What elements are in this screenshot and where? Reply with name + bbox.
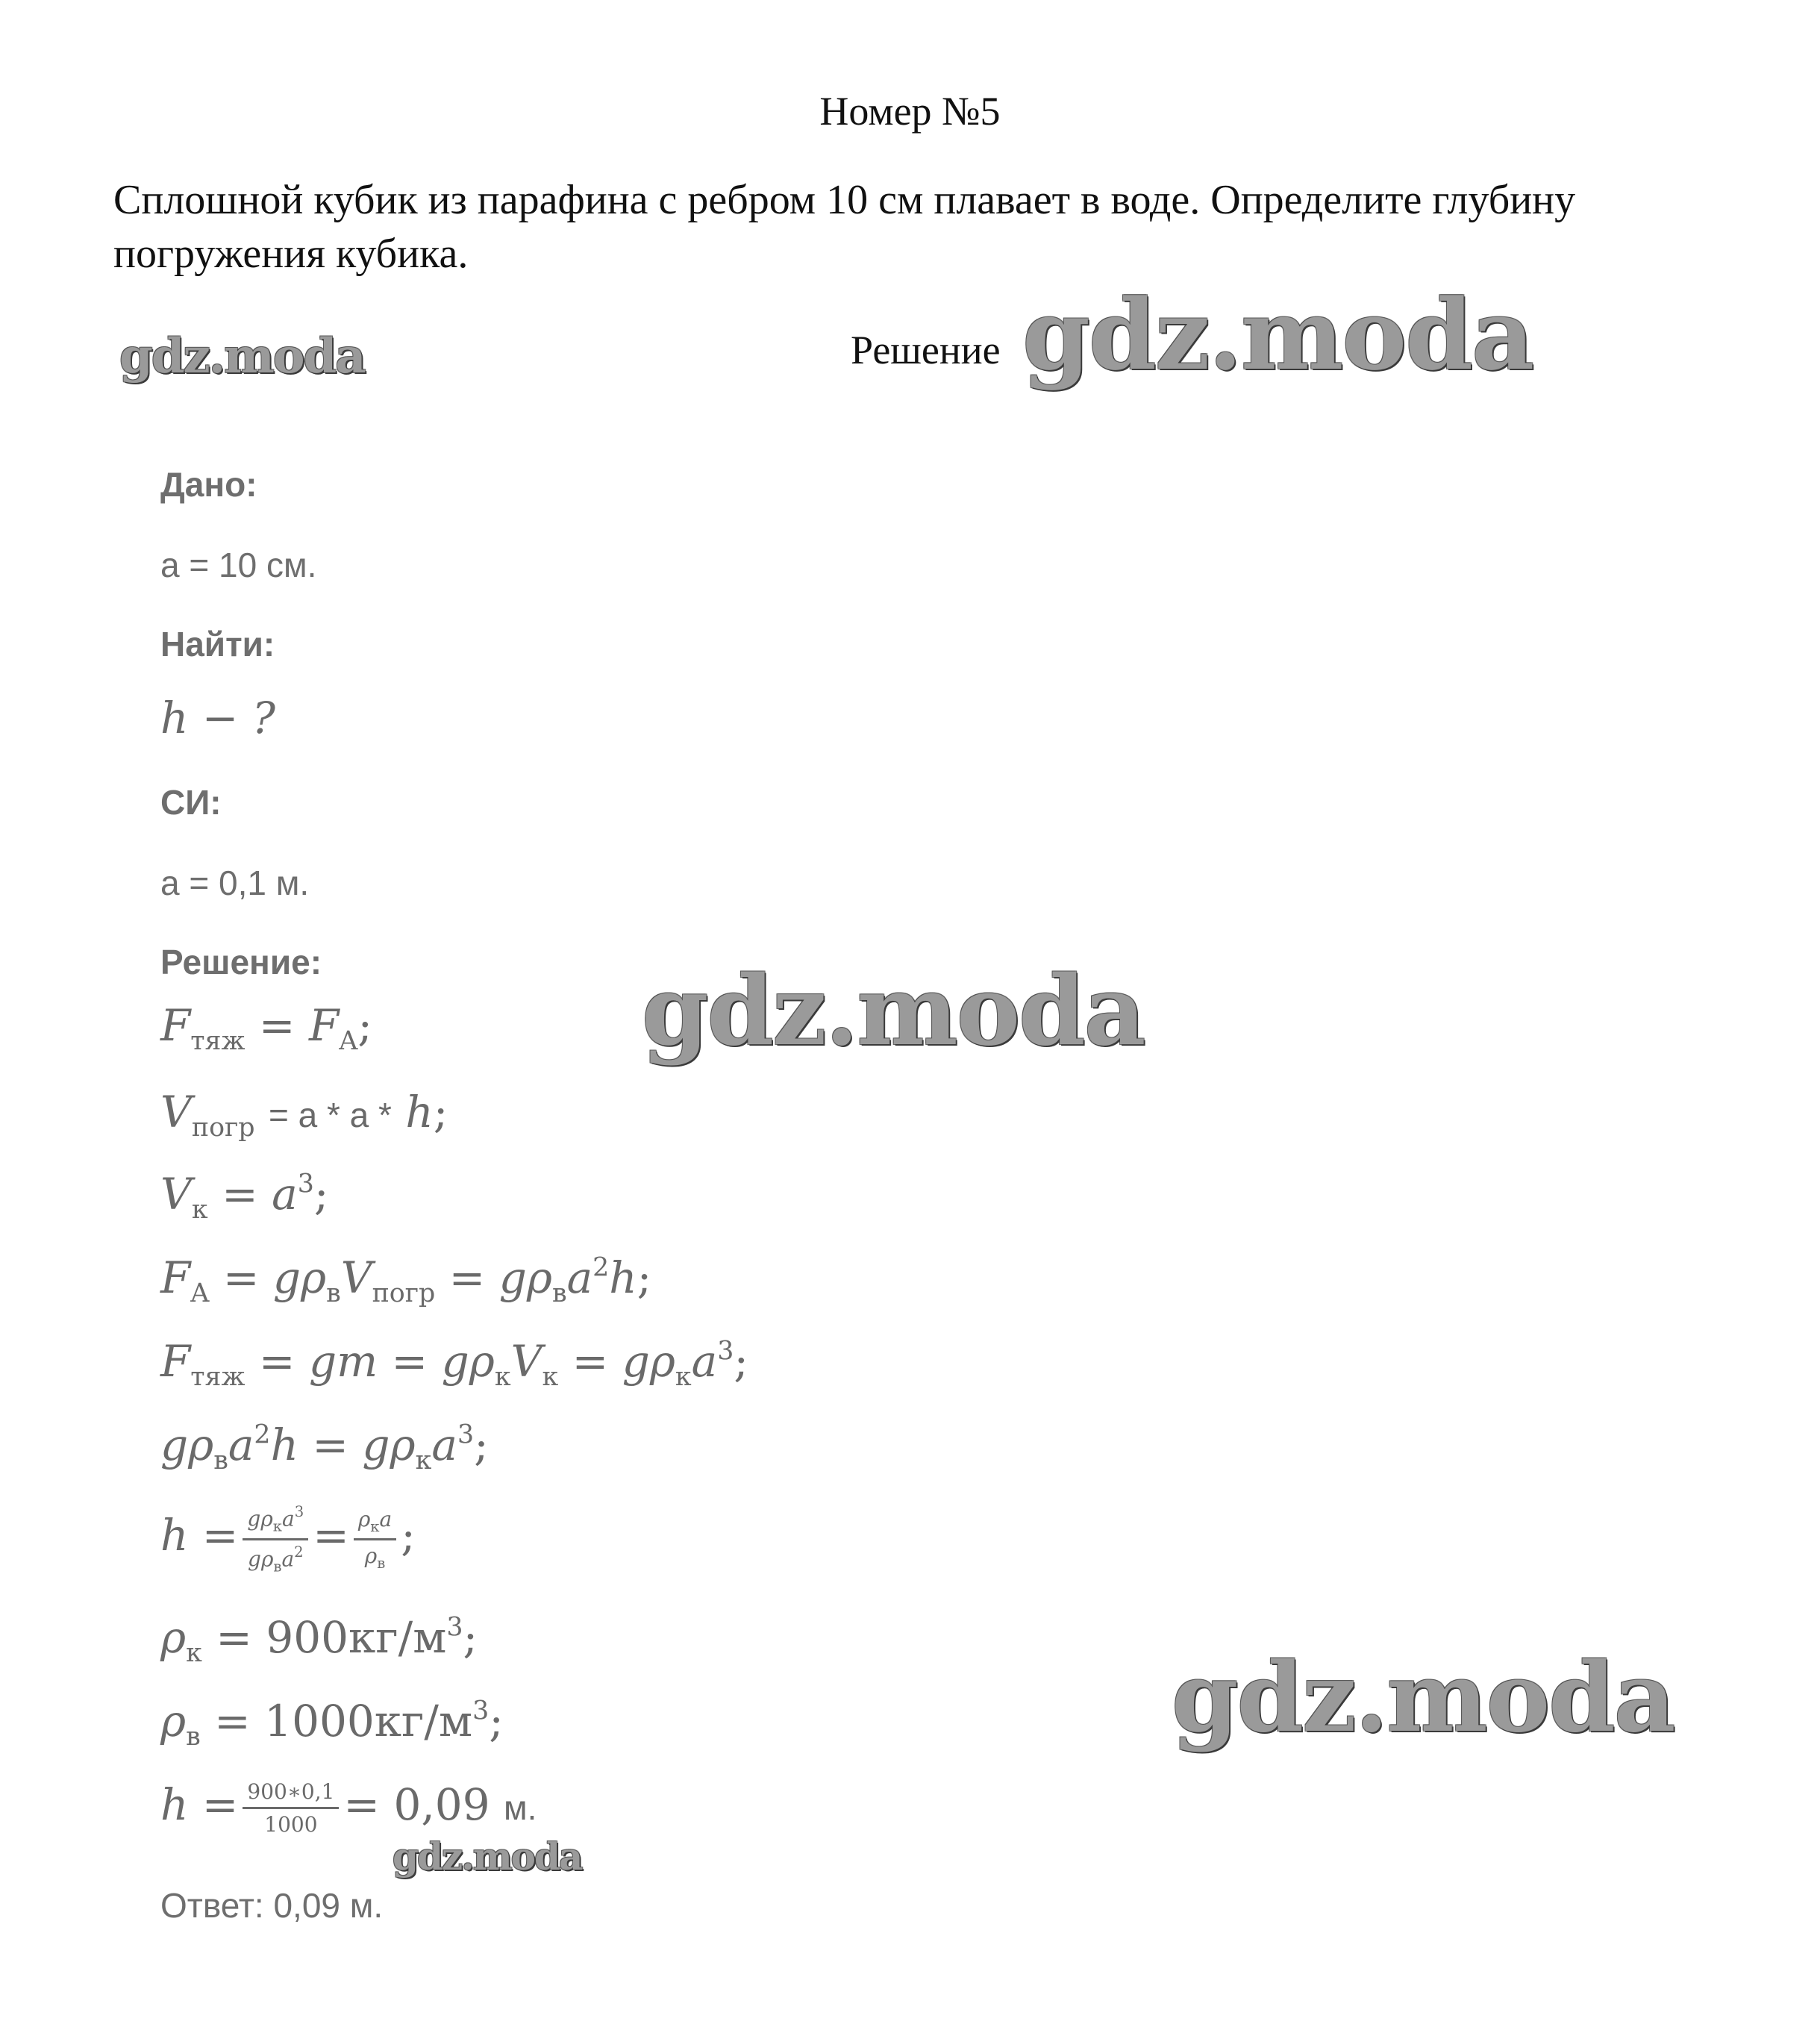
problem-statement: Сплошной кубик из парафина с ребром 10 см плавает в воде. Определите глубину погружения кубика. xyxy=(113,177,1576,277)
equation-paraffin-density: $\rho_к = 900кг/м^3$; xyxy=(160,1612,478,1669)
watermark-large-bottom: gdz.moda xyxy=(1172,1642,1674,1754)
equation-forces: $F_{тяж} = F_A$; xyxy=(160,1000,372,1057)
solution-heading: Решение xyxy=(851,328,1001,372)
answer: Ответ: 0,09 м. xyxy=(160,1886,384,1925)
given-label: Дано: xyxy=(160,465,257,504)
watermark-small-left: gdz.moda xyxy=(119,328,365,384)
given-value: a = 10 см. xyxy=(160,546,317,584)
watermark-large-middle: gdz.moda xyxy=(642,955,1145,1067)
si-label: СИ: xyxy=(160,783,222,822)
page-title: Номер №5 xyxy=(819,89,1001,134)
equation-depth-formula: h = $\frac{g\rho_кa^3}{g\rho_вa^2}$ = $\frac{\rho_кa}{\rho_в}$ ; xyxy=(160,1503,416,1576)
find-value xyxy=(160,693,275,743)
equation-gravity: $F_{тяж}$ = gm = $g\rho_кV_к = g\rho_кa^3$; xyxy=(160,1336,748,1393)
equation-result: h = $\frac{900∗0,1}{1000}$ = 0,09 м. xyxy=(160,1779,537,1838)
solution-label: Решение: xyxy=(160,943,322,981)
equation-balance: $g\rho_вa^2h = g\rho_кa^3$; xyxy=(160,1420,489,1476)
si-value: a = 0,1 м. xyxy=(160,864,310,902)
equation-submerged-volume: $V_{погр} = a * a * h$; xyxy=(160,1087,448,1143)
watermark-large-top: gdz.moda xyxy=(1022,278,1533,392)
watermark-small-bottom: gdz.moda xyxy=(393,1835,582,1879)
equation-cube-volume: $V_к = a^3$; xyxy=(160,1169,329,1225)
equation-water-density: $\rho_в = 1000кг/м^3$; xyxy=(160,1696,504,1752)
find-variable: h − ? xyxy=(160,693,275,743)
equation-archimedes: $F_A = g\rho_вV_{погр} = g\rho_вa^2h$; xyxy=(160,1252,652,1309)
find-label: Найти: xyxy=(160,625,275,664)
